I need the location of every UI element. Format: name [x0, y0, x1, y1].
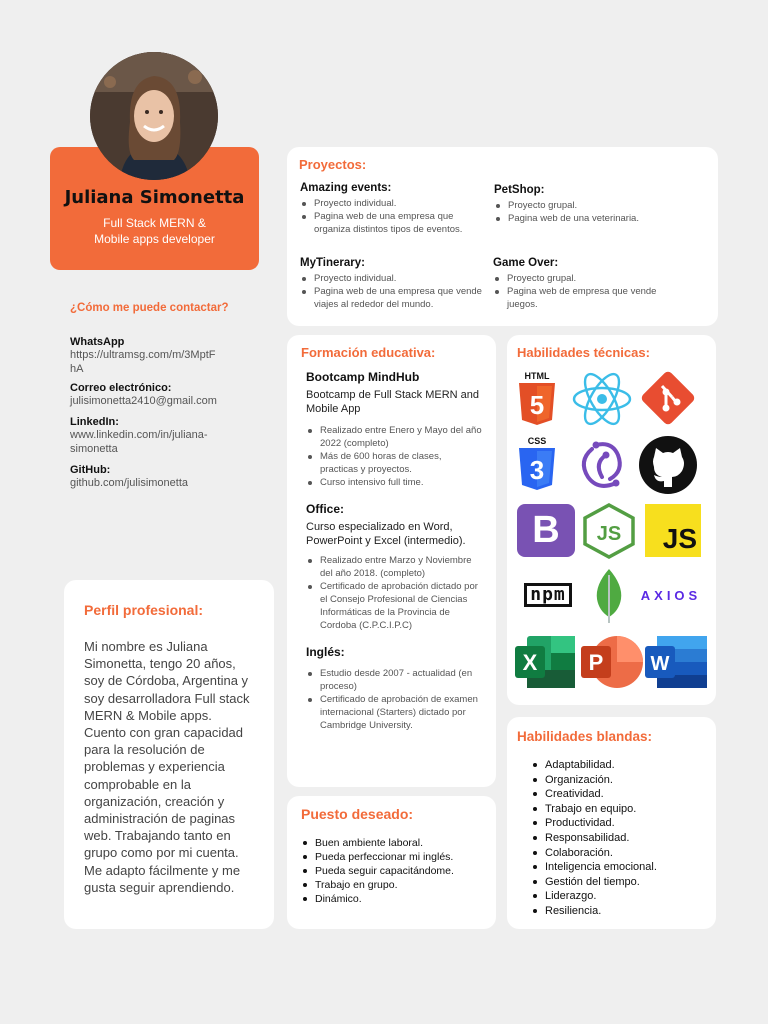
powerpoint-icon [579, 632, 643, 692]
education-item-bootcamp [301, 370, 482, 489]
html-icon-label: HTML [524, 371, 550, 381]
bootstrap-icon [517, 504, 575, 557]
role-line-1: Full Stack MERN & [103, 216, 206, 230]
soft-skill-item: Responsabilidad. [531, 831, 706, 846]
project-item [300, 182, 490, 236]
soft-skill-item: Gestión del tiempo. [531, 875, 706, 890]
profile-photo [90, 52, 218, 180]
soft-skills-title: Habilidades blandas: [517, 729, 653, 744]
projects-card [287, 147, 718, 326]
project-title: Game Over: [493, 257, 559, 269]
projects-title: Proyectos: [299, 157, 367, 172]
person-role [50, 215, 259, 247]
javascript-icon-label: JS [662, 523, 697, 554]
mongodb-icon [591, 567, 627, 625]
word-icon [643, 632, 709, 692]
tech-skills-title: Habilidades técnicas: [517, 345, 650, 360]
npm-icon-label: npm [524, 583, 572, 607]
education-item-english [301, 645, 482, 732]
profile-body: Mi nombre es Juliana Simonetta, tengo 20 años, soy de Córdoba, Argentina y soy desarrolladora Full stack MERN & Mobile apps. Cuento con gran capacidad para la resolución de problemas y experiencia comprobable en la organización, creación y administración de paginas web. Trabajando tanto en grupo como por mi cuenta. Me adapto fácilmente y me gusta seguir aprendiendo. [84, 639, 250, 895]
project-bullet: Pagina web de empresa que vende juegos. [493, 285, 683, 311]
powerpoint-icon-label: P [588, 650, 604, 675]
contact-item-linkedin [70, 416, 270, 456]
html5-icon [517, 370, 557, 428]
contact-title: ¿Cómo me puede contactar? [70, 302, 229, 314]
project-title: PetShop: [494, 184, 545, 196]
css-icon-label: CSS [527, 436, 547, 446]
education-bullet: Más de 600 horas de clases, practicas y proyectos. [306, 450, 482, 476]
contact-label: WhatsApp [70, 336, 125, 348]
css3-icon [517, 435, 557, 493]
wanted-position-item: Buen ambiente laboral. [301, 836, 482, 850]
person-name: Juliana Simonetta [64, 187, 245, 208]
soft-skill-item: Resiliencia. [531, 904, 706, 919]
education-bullet: Certificado de aprobación dictado por el Consejo Profesional de Ciencias Informáticas de la Provincia de Cordoba (C.P.C.I.P.C) [306, 580, 482, 632]
project-item [493, 257, 683, 311]
education-title: Formación educativa: [301, 345, 436, 360]
education-bullet: Estudio desde 2007 - actualidad (en proceso) [306, 667, 482, 693]
javascript-icon [645, 504, 701, 557]
axios-icon-label: AXIOS [640, 587, 702, 603]
education-item-desc: Curso especializado en Word, PowerPoint y Excel (intermedio). [306, 521, 466, 547]
education-bullet: Certificado de aprobación de examen internacional (Starters) dictado por Cambridge University. [306, 693, 482, 732]
contact-label: Correo electrónico: [70, 382, 172, 394]
contact-item-email [70, 382, 270, 408]
svg-text:5: 5 [529, 390, 545, 420]
project-item [300, 257, 490, 311]
education-item-title: Office: [306, 502, 345, 516]
wanted-position-item: Dinámico. [301, 892, 482, 906]
wanted-position-title: Puesto deseado: [301, 806, 414, 822]
project-bullet: Pagina web de una empresa que organiza distintos tipos de eventos. [300, 210, 490, 236]
project-bullet: Proyecto individual. [300, 197, 490, 210]
wanted-position-item: Pueda seguir capacitándome. [301, 864, 482, 878]
svg-text:JS: JS [596, 523, 622, 545]
excel-icon-label: X [522, 650, 538, 675]
axios-icon [635, 575, 707, 615]
word-icon-label: W [650, 653, 670, 675]
github-link[interactable]: github.com/julisimonetta [70, 477, 189, 489]
education-item-desc: Bootcamp de Full Stack MERN and Mobile App [306, 389, 480, 415]
education-item-title: Bootcamp MindHub [306, 370, 420, 384]
email-link[interactable]: julisimonetta2410@gmail.com [70, 395, 217, 407]
education-item-office [301, 502, 482, 632]
profile-card [64, 580, 274, 929]
project-bullet: Proyecto grupal. [494, 199, 694, 212]
soft-skill-item: Trabajo en equipo. [531, 802, 706, 817]
wanted-position-card [287, 796, 496, 929]
github-icon [638, 435, 698, 495]
project-bullet: Pagina web de una empresa que vende viajes al rededor del mundo. [300, 285, 490, 311]
role-line-2: Mobile apps developer [94, 232, 215, 246]
nodejs-icon [581, 502, 637, 560]
contact-item-whatsapp [70, 336, 270, 376]
excel-icon [513, 632, 577, 692]
linkedin-link[interactable]: www.linkedin.com/in/juliana-simonetta [70, 429, 208, 455]
project-item [494, 184, 694, 225]
redux-icon [570, 435, 634, 495]
contact-item-github [70, 464, 270, 490]
soft-skills-card [507, 717, 716, 929]
education-bullet: Realizado entre Enero y Mayo del año 2022 (completo) [306, 424, 482, 450]
education-bullet: Curso intensivo full time. [306, 476, 482, 489]
tech-skills-card [507, 335, 716, 705]
education-item-title: Inglés: [306, 645, 345, 659]
contact-label: LinkedIn: [70, 416, 119, 428]
soft-skill-item: Adaptabilidad. [531, 758, 706, 773]
soft-skill-item: Creatividad. [531, 787, 706, 802]
contact-label: GitHub: [70, 464, 111, 476]
git-icon [638, 370, 698, 428]
whatsapp-link[interactable]: https://ultramsg.com/m/3MptF hA [70, 349, 216, 375]
bootstrap-icon-label: B [532, 509, 560, 551]
svg-text:3: 3 [529, 455, 545, 485]
soft-skill-item: Inteligencia emocional. [531, 860, 706, 875]
project-title: MyTinerary: [300, 257, 365, 269]
education-bullet: Realizado entre Marzo y Noviembre del año 2018. (completo) [306, 554, 482, 580]
soft-skill-item: Liderazgo. [531, 889, 706, 904]
project-title: Amazing events: [300, 182, 392, 194]
wanted-position-item: Trabajo en grupo. [301, 878, 482, 892]
contact-section [70, 302, 270, 490]
soft-skill-item: Organización. [531, 773, 706, 788]
npm-icon [515, 571, 581, 619]
project-bullet: Pagina web de una veterinaria. [494, 212, 694, 225]
profile-title: Perfil profesional: [84, 602, 204, 618]
soft-skill-item: Colaboración. [531, 846, 706, 861]
react-icon [570, 370, 634, 428]
project-bullet: Proyecto individual. [300, 272, 490, 285]
project-bullet: Proyecto grupal. [493, 272, 683, 285]
education-card [287, 335, 496, 787]
soft-skill-item: Productividad. [531, 816, 706, 831]
wanted-position-item: Pueda perfeccionar mi inglés. [301, 850, 482, 864]
